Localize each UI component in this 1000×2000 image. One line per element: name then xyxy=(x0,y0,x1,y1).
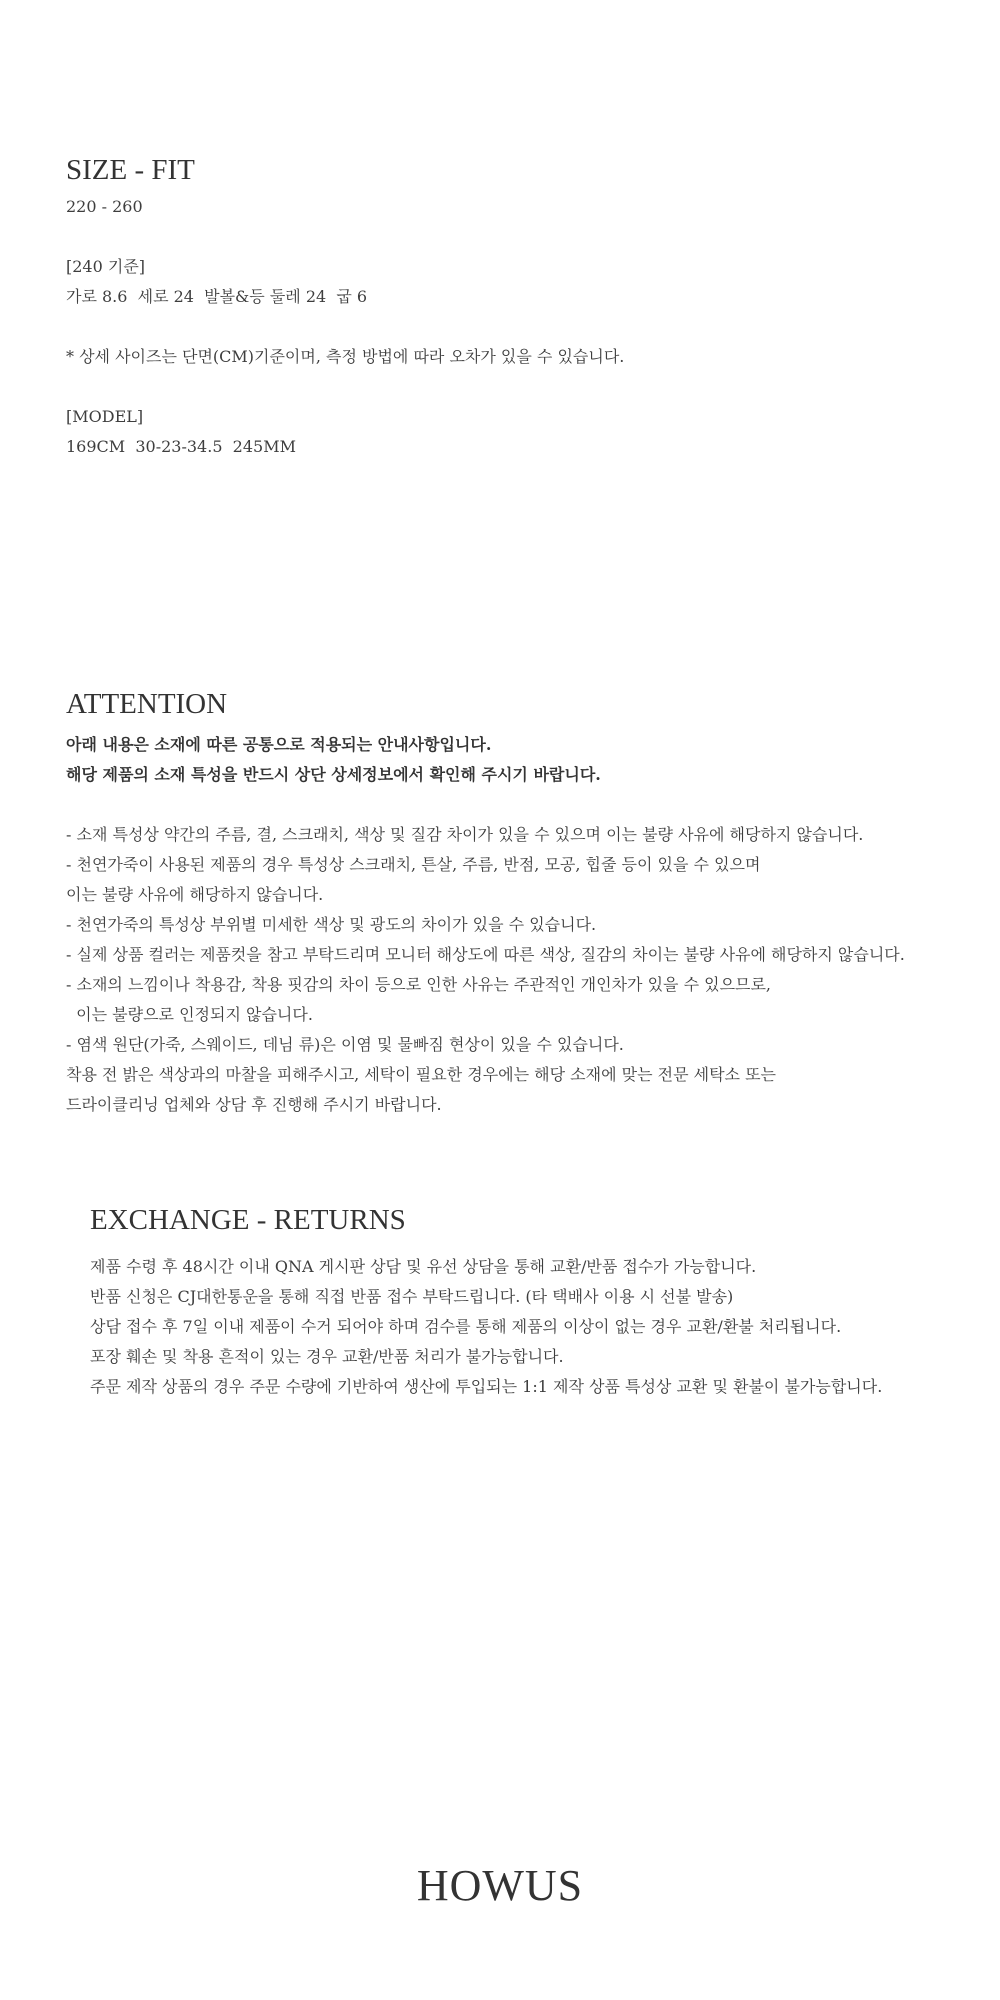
attention-intro xyxy=(66,730,960,790)
attention-line: - 소재의 느낌이나 착용감, 착용 핏감의 차이 등으로 인한 사유는 주관적인 개인차가 있을 수 있으므로, xyxy=(66,975,772,994)
attention-line: - 천연가죽이 사용된 제품의 경우 특성상 스크래치, 튼살, 주름, 반점, 모공, 힙줄 등이 있을 수 있으며 xyxy=(66,855,761,874)
standard-label: [240 기준] xyxy=(66,257,146,276)
attention-line: - 소재 특성상 약간의 주름, 결, 스크래치, 색상 및 질감 차이가 있을 수 있으며 이는 불량 사유에 해당하지 않습니다. xyxy=(66,825,864,844)
exchange-line: 반품 신청은 CJ대한통운을 통해 직접 반품 접수 부탁드립니다. (타 택배사 이용 시 선불 발송) xyxy=(90,1287,734,1306)
exchange-section xyxy=(90,1202,960,1402)
model-label: [MODEL] xyxy=(66,407,144,426)
attention-line: 이는 불량으로 인정되지 않습니다. xyxy=(66,1005,313,1024)
attention-line: - 천연가죽의 특성상 부위별 미세한 색상 및 광도의 차이가 있을 수 있습니다. xyxy=(66,915,597,934)
size-fit-title: SIZE - FIT xyxy=(66,154,195,186)
attention-list xyxy=(66,820,960,1120)
exchange-line: 상담 접수 후 7일 이내 제품이 수거 되어야 하며 검수를 통해 제품의 이상이 없는 경우 교환/환불 처리됩니다. xyxy=(90,1317,842,1336)
attention-title: ATTENTION xyxy=(66,688,228,720)
size-note: * 상세 사이즈는 단면(CM)기준이며, 측정 방법에 따라 오차가 있을 수 있습니다. xyxy=(66,347,625,366)
attention-line: - 염색 원단(가죽, 스웨이드, 데님 류)은 이염 및 물빠짐 현상이 있을 수 있습니다. xyxy=(66,1035,624,1054)
attention-line: - 실제 상품 컬러는 제품컷을 참고 부탁드리며 모니터 해상도에 따른 색상, 질감의 차이는 불량 사유에 해당하지 않습니다. xyxy=(66,945,905,964)
size-fit-section xyxy=(66,152,960,462)
brand-logo: HOWUS xyxy=(416,1861,584,1910)
exchange-line: 포장 훼손 및 착용 흔적이 있는 경우 교환/반품 처리가 불가능합니다. xyxy=(90,1347,564,1366)
attention-intro-line: 해당 제품의 소재 특성을 반드시 상단 상세정보에서 확인해 주시기 바랍니다. xyxy=(66,765,601,784)
attention-line: 이는 불량 사유에 해당하지 않습니다. xyxy=(66,885,324,904)
attention-section xyxy=(66,686,960,1120)
exchange-body xyxy=(90,1252,960,1402)
size-range: 220 - 260 xyxy=(66,197,143,216)
size-fit-body xyxy=(66,192,960,462)
exchange-line: 제품 수령 후 48시간 이내 QNA 게시판 상담 및 유선 상담을 통해 교환/반품 접수가 가능합니다. xyxy=(90,1257,757,1276)
exchange-line: 주문 제작 상품의 경우 주문 수량에 기반하여 생산에 투입되는 1:1 제작 상품 특성상 교환 및 환불이 불가능합니다. xyxy=(90,1377,883,1396)
attention-intro-line: 아래 내용은 소재에 따른 공통으로 적용되는 안내사항입니다. xyxy=(66,735,492,754)
exchange-title: EXCHANGE - RETURNS xyxy=(90,1204,406,1236)
model-info: 169CM 30-23-34.5 245MM xyxy=(66,437,296,456)
measurements: 가로 8.6 세로 24 발볼&등 둘레 24 굽 6 xyxy=(66,287,368,306)
attention-line: 드라이클리닝 업체와 상담 후 진행해 주시기 바랍니다. xyxy=(66,1095,442,1114)
attention-line: 착용 전 밝은 색상과의 마찰을 피해주시고, 세탁이 필요한 경우에는 해당 소재에 맞는 전문 세탁소 또는 xyxy=(66,1065,776,1084)
